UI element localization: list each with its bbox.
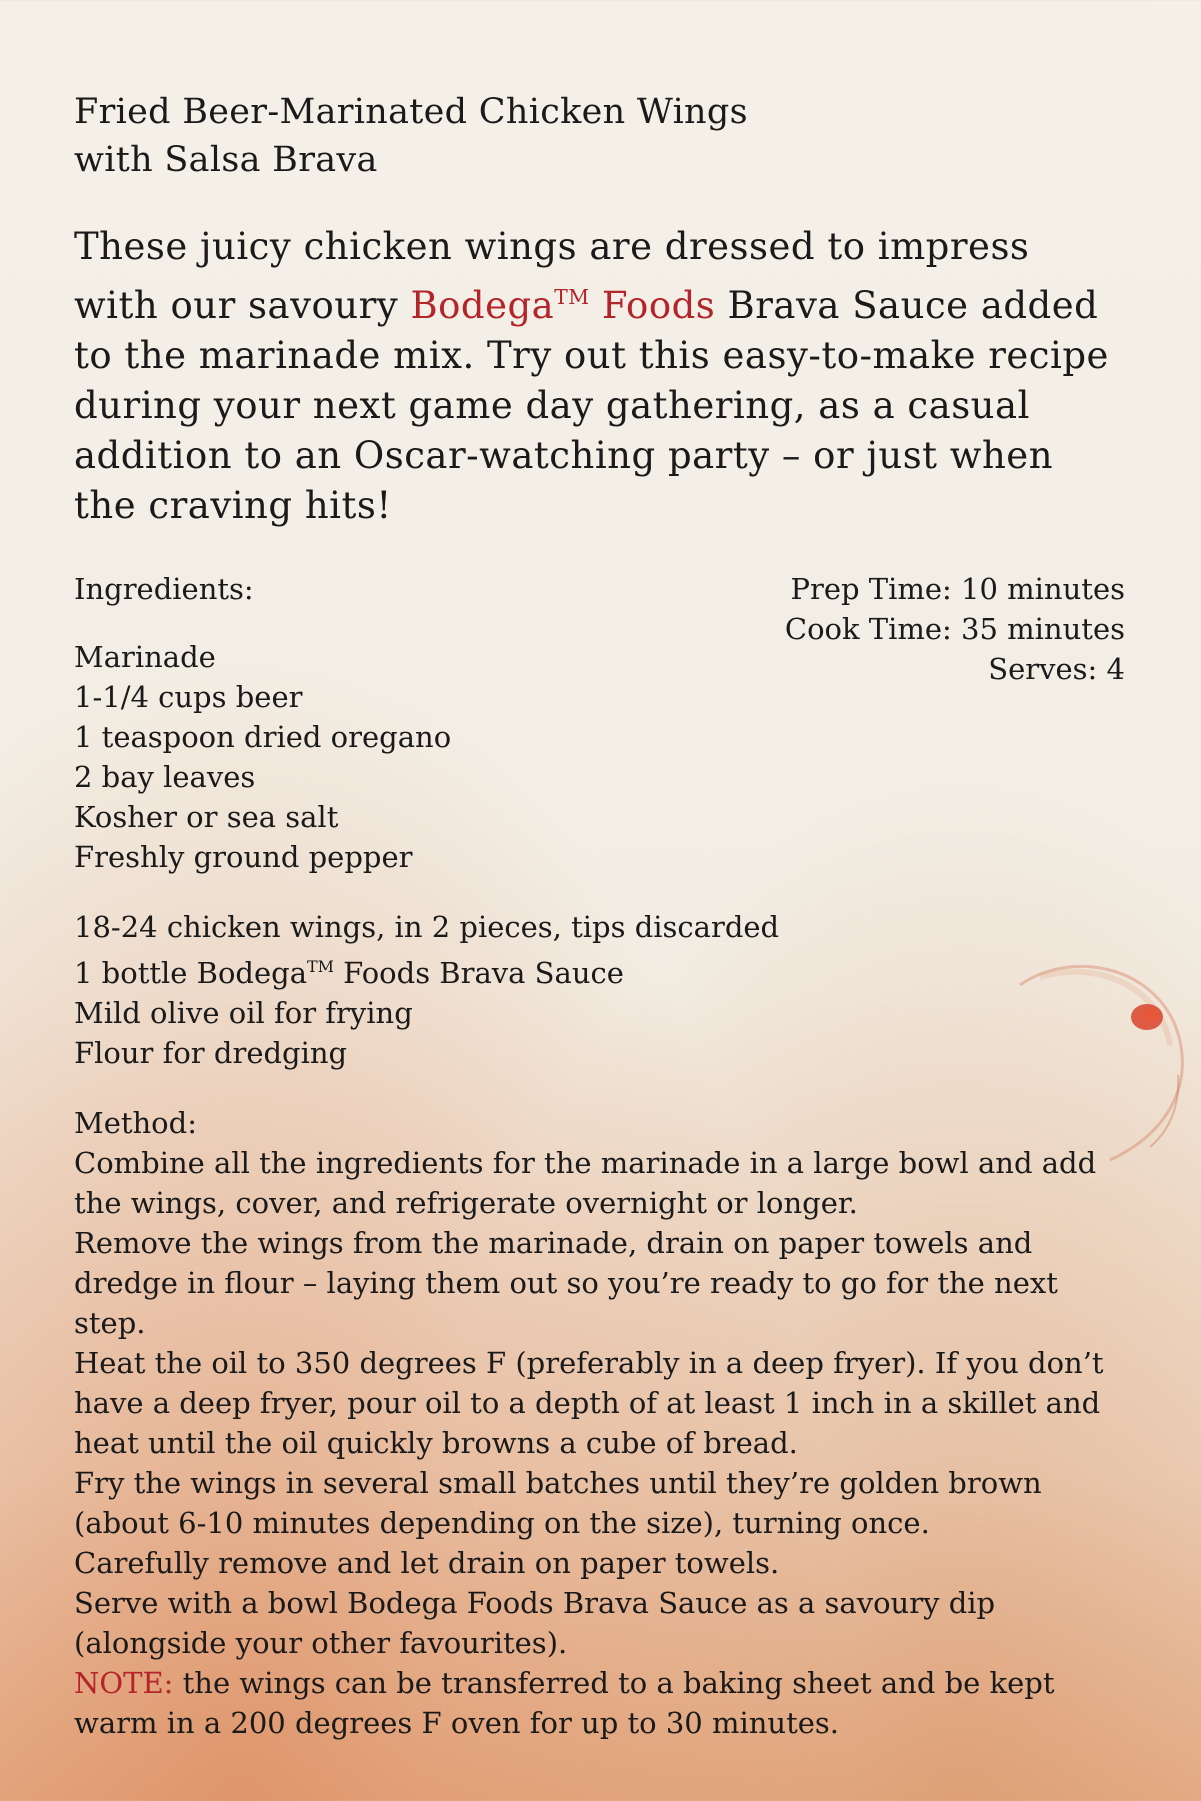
ingredients-list — [74, 637, 1124, 1073]
ingredient-item: Flour for dredging — [74, 1036, 348, 1071]
ingredient-item: 18-24 chicken wings, in 2 pieces, tips discarded — [74, 910, 780, 945]
method-section — [74, 1103, 1124, 1743]
method-step: Remove the wings from the marinade, drain on paper towels and dredge in flour – laying them out so you’re ready to go for the next step. — [74, 1226, 1058, 1341]
recipe-title-line1: Fried Beer-Marinated Chicken Wings — [74, 92, 748, 132]
marinade-heading: Marinade — [74, 640, 216, 675]
method-step: Heat the oil to 350 degrees F (preferably in a deep fryer). If you don’t have a deep fryer, pour oil to a depth of at least 1 inch in a skillet and heat until the oil quickly browns a cube of bread. — [74, 1346, 1104, 1461]
intro-text-2: Brava Sauce added to the marinade mix. Try out this easy-to-make recipe during your next game day gathering, as a casual addition to an Oscar-watching party – or just when the craving hits! — [74, 284, 1109, 528]
trademark-mark: TM — [307, 957, 334, 977]
note-text: the wings can be transferred to a baking sheet and be kept warm in a 200 degrees F oven for up to 30 minutes. — [74, 1666, 1055, 1741]
trademark-mark: TM — [554, 285, 590, 309]
spacer — [74, 877, 1124, 907]
serves: Serves: 4 — [988, 652, 1125, 687]
ingredient-item — [74, 947, 1124, 993]
method-step: Fry the wings in several small batches until they’re golden brown (about 6-10 minutes depending on the size), turning once. — [74, 1466, 1042, 1541]
brand-name — [410, 284, 715, 327]
prep-time: Prep Time: 10 minutes — [790, 572, 1125, 607]
ingredient-text: 1 bottle Bodega — [74, 956, 308, 991]
recipe-card — [74, 88, 1124, 1743]
method-note — [74, 1663, 1124, 1743]
method-step: Carefully remove and let drain on paper towels. — [74, 1546, 780, 1581]
marinade-item: 1 teaspoon dried oregano — [74, 720, 452, 755]
sauce-stain-icon — [1000, 955, 1201, 1175]
method-step: Serve with a bowl Bodega Foods Brava Sauce as a savoury dip (alongside your other favourites). — [74, 1586, 996, 1661]
recipe-title — [74, 88, 1124, 184]
recipe-intro — [74, 222, 1124, 531]
recipe-title-line2: with Salsa Brava — [74, 140, 378, 180]
recipe-times — [645, 569, 1125, 689]
ingredient-item: Mild olive oil for frying — [74, 996, 413, 1031]
note-label: NOTE: — [74, 1666, 174, 1701]
ingredient-text: Foods Brava Sauce — [333, 956, 624, 991]
brand-foods: Foods — [589, 284, 716, 328]
marinade-item: 2 bay leaves — [74, 760, 256, 795]
cook-time: Cook Time: 35 minutes — [784, 612, 1125, 647]
intro-text-1: These juicy chicken wings are dressed to impress with our savoury — [74, 225, 1030, 328]
method-step: Combine all the ingredients for the marinade in a large bowl and add the wings, cover, and refrigerate overnight or longer. — [74, 1146, 1097, 1221]
brand-bodega: Bodega — [410, 284, 555, 328]
ingredients-label: Ingredients: — [74, 572, 254, 607]
marinade-item: Kosher or sea salt — [74, 800, 339, 835]
marinade-item: Freshly ground pepper — [74, 840, 413, 875]
marinade-item: 1-1/4 cups beer — [74, 680, 303, 715]
method-label: Method: — [74, 1106, 197, 1141]
